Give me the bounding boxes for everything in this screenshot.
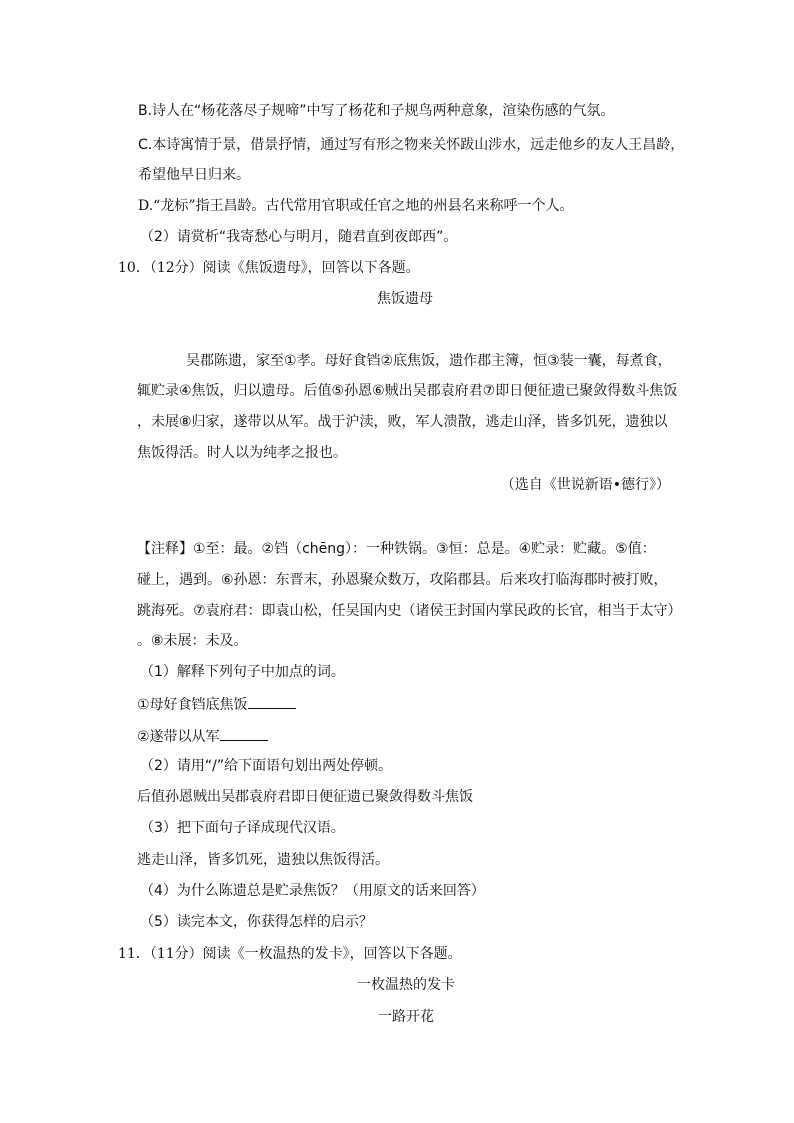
answer-blank-2[interactable]: [220, 726, 268, 741]
option-c-line1: C.本诗寓情于景，借景抒情，通过写有形之物来关怀跋山涉水，远走他乡的友人王昌龄，: [138, 137, 685, 153]
q10-sub4: （4）为什么陈遗总是贮录焦饭？（用原文的话来回答）: [140, 883, 485, 899]
sub-question-2: （2）请赏析“我寄愁心与明月，随君直到夜郎西”。: [140, 229, 458, 245]
q10-sub3-text: 逃走山泽，皆多饥死，遗独以焦饭得活。: [137, 852, 389, 868]
q10-sub2-text: 后值孙恩贼出吴郡袁府君即日便征遗已聚敛得数斗焦饭: [137, 789, 473, 805]
q10-sub3: （3）把下面句子译成现代汉语。: [140, 820, 345, 836]
q10-sub1-b: ②遂带以从军: [137, 729, 220, 745]
passage-line1: 吴郡陈遗，家至①孝。母好食铛②底焦饭，遗作郡主簿，恒③装一囊，每煮食，: [186, 353, 672, 369]
q11-author: 一路开花: [378, 1009, 434, 1025]
q10-sub1: （1）解释下列句子中加点的词。: [140, 664, 345, 680]
q11-title: 一枚温热的发卡: [357, 977, 455, 993]
option-c-line2: 希望他早日归来。: [138, 167, 250, 183]
passage-line4: 焦饭得活。时人以为纯孝之报也。: [137, 445, 347, 461]
q10-sub2: （2）请用“/”给下面语句划出两处停顿。: [140, 758, 393, 774]
passage-source: （选自《世说新语•德行》）: [500, 477, 670, 493]
q10-sub1-b-row: [137, 726, 268, 747]
passage-line3: ，未展⑧归家，遂带以从军。战于沪渎，败，军人溃散，逃走山泽，皆多饥死，遗独以: [137, 414, 668, 430]
q10-sub5: （5）读完本文，你获得怎样的启示？: [140, 914, 373, 930]
q10-title: 焦饭遗母: [377, 291, 433, 307]
answer-blank-1[interactable]: [248, 694, 296, 709]
note-line1: 【注释】①至：最。②铛（chēng）：一种铁锅。③恒：总是。④贮录：贮藏。⑤值：: [137, 541, 656, 557]
note-line2: 碰上，遇到。⑥孙恩：东晋末，孙恩聚众数万，攻陷郡县。后来攻打临海郡时被打败，: [137, 572, 668, 588]
q10-sub1-a-row: [137, 694, 296, 715]
note-line4: 。⑧未展：未及。: [137, 633, 248, 649]
passage-line2: 辄贮录④焦饭，归以遗母。后值⑤孙恩⑥贼出吴郡袁府君⑦即日便征遗已聚敛得数斗焦饭: [137, 383, 678, 399]
option-d: D.“龙标”指王昌龄。古代常用官职或任官之地的州县名来称呼一个人。: [138, 198, 574, 214]
q10-sub1-a: ①母好食铛底焦饭: [137, 697, 248, 713]
note-line3: 跳海死。⑦袁府君：即袁山松，任吴国内史（诸侯王封国内掌民政的长官，相当于太守）: [137, 603, 682, 619]
option-b: B.诗人在“杨花落尽子规啼”中写了杨花和子规鸟两种意象，渲染伤感的气氛。: [138, 103, 615, 119]
q10-heading: 10．（12分）阅读《焦饭遗母》，回答以下各题。: [118, 260, 420, 276]
q11-heading: 11．（11分）阅读《一枚温热的发卡》，回答以下各题。: [118, 946, 462, 962]
